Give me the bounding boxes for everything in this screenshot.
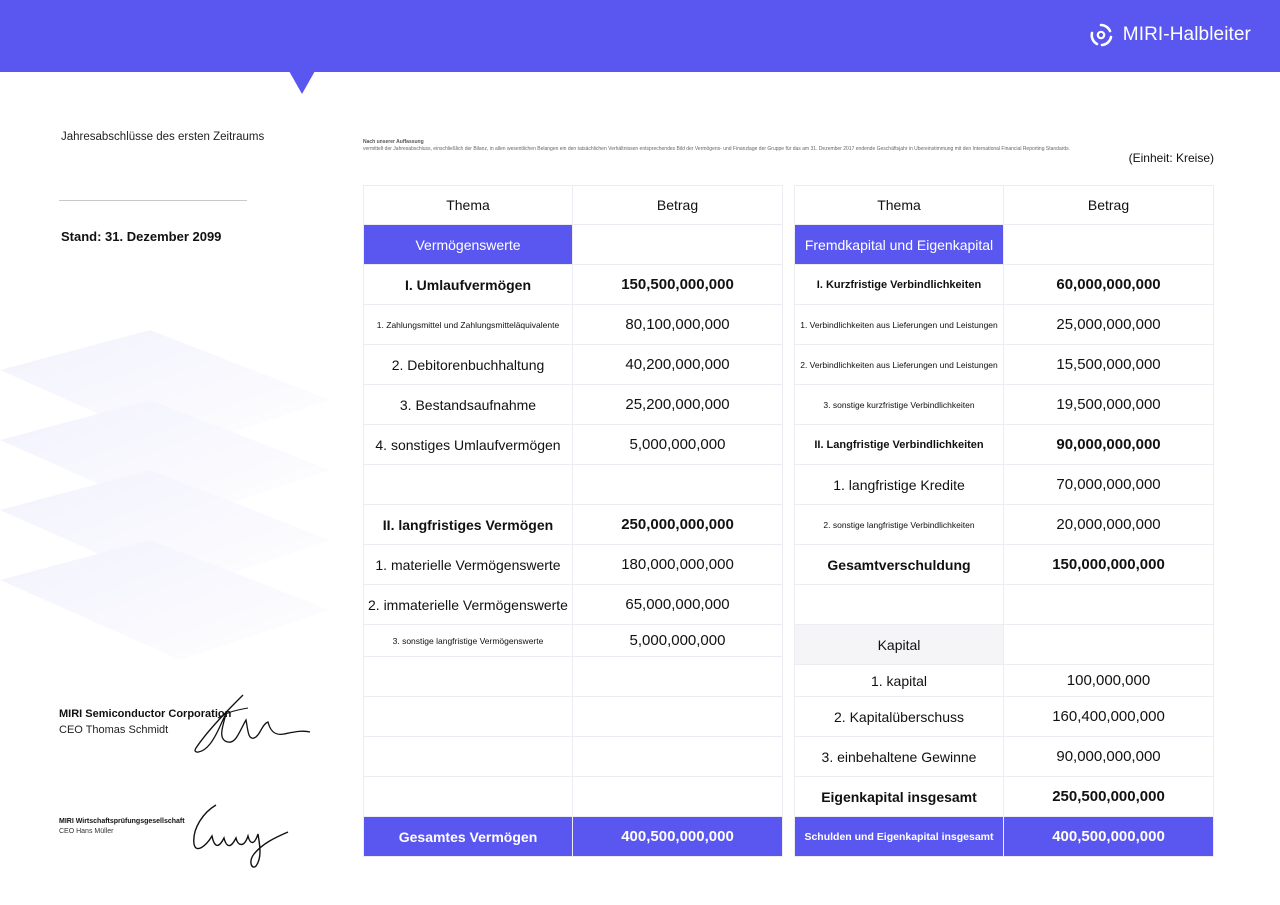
empty-cell: [1004, 625, 1214, 665]
table-row: [363, 505, 784, 545]
table-row: [363, 225, 784, 265]
subtotal-label: I. Kurzfristige Verbindlichkeiten: [794, 265, 1004, 305]
item-amount: 80,100,000,000: [573, 305, 783, 345]
item-label: 1. Zahlungsmittel und Zahlungsmitteläquivalente: [363, 305, 573, 345]
signature2-image: [188, 800, 296, 870]
table-row: [794, 585, 1215, 625]
item-label: 3. Bestandsaufnahme: [363, 385, 573, 425]
empty-cell: [573, 777, 783, 817]
table-row: [794, 305, 1215, 345]
table-row: [794, 777, 1215, 817]
signature1-company: MIRI Semiconductor Corporation: [59, 708, 232, 720]
assets-table: [363, 185, 784, 857]
subtotal-label: II. langfristiges Vermögen: [363, 505, 573, 545]
section-label-equity: Kapital: [794, 625, 1004, 665]
subtotal-amount: 250,000,000,000: [573, 505, 783, 545]
table-row: [794, 265, 1215, 305]
table-row: [363, 625, 784, 657]
table-header-row: [794, 185, 1215, 225]
empty-cell: [573, 737, 783, 777]
signature1-image: [188, 690, 313, 760]
background-decoration: [0, 330, 330, 660]
section-label-assets: Vermögenswerte: [363, 225, 573, 265]
item-amount: 180,000,000,000: [573, 545, 783, 585]
signature2-company: MIRI Wirtschaftsprüfungsgesellschaft: [59, 818, 185, 825]
item-label: 2. sonstige langfristige Verbindlichkeiten: [794, 505, 1004, 545]
empty-cell: [794, 585, 1004, 625]
total-row: [363, 817, 784, 857]
total-amount: 400,500,000,000: [573, 817, 783, 857]
table-row: [363, 345, 784, 385]
unit-label: (Einheit: Kreise): [1128, 151, 1214, 165]
item-label: 3. sonstige langfristige Vermögenswerte: [363, 625, 573, 657]
item-label: 2. Kapitalüberschuss: [794, 697, 1004, 737]
table-row: [794, 625, 1215, 665]
table-row: [794, 545, 1215, 585]
table-row: [363, 737, 784, 777]
item-amount: 70,000,000,000: [1004, 465, 1214, 505]
column-header-amount: Betrag: [1004, 185, 1214, 225]
table-row: [794, 225, 1215, 265]
item-amount: 5,000,000,000: [573, 625, 783, 657]
report-date: Stand: 31. Dezember 2099: [61, 229, 222, 244]
item-label: 2. Verbindlichkeiten aus Lieferungen und Leistungen: [794, 345, 1004, 385]
item-amount: 15,500,000,000: [1004, 345, 1214, 385]
column-header-topic: Thema: [794, 185, 1004, 225]
table-row: [794, 697, 1215, 737]
empty-cell: [573, 657, 783, 697]
item-label: 1. materielle Vermögenswerte: [363, 545, 573, 585]
signature1-person: CEO Thomas Schmidt: [59, 724, 169, 736]
table-row: [363, 777, 784, 817]
total-row: [794, 817, 1215, 857]
item-label: 3. einbehaltene Gewinne: [794, 737, 1004, 777]
table-row: [794, 465, 1215, 505]
empty-cell: [363, 657, 573, 697]
table-row: [363, 585, 784, 625]
table-row: [794, 345, 1215, 385]
empty-cell: [363, 697, 573, 737]
subtotal-amount: 60,000,000,000: [1004, 265, 1214, 305]
table-row: [363, 697, 784, 737]
table-row: [363, 425, 784, 465]
brand-logo-icon: [1088, 22, 1114, 48]
empty-cell: [1004, 225, 1214, 265]
empty-cell: [573, 225, 783, 265]
item-amount: 90,000,000,000: [1004, 737, 1214, 777]
item-amount: 40,200,000,000: [573, 345, 783, 385]
total-label: Schulden und Eigenkapital insgesamt: [794, 817, 1004, 857]
column-header-topic: Thema: [363, 185, 573, 225]
brand: [1088, 20, 1251, 50]
table-row: [363, 465, 784, 505]
item-label: 2. immaterielle Vermögenswerte: [363, 585, 573, 625]
table-row: [363, 385, 784, 425]
table-row: [794, 385, 1215, 425]
item-amount: 20,000,000,000: [1004, 505, 1214, 545]
signature2-person: CEO Hans Müller: [59, 828, 114, 835]
table-row: [794, 665, 1215, 697]
item-label: 3. sonstige kurzfristige Verbindlichkeiten: [794, 385, 1004, 425]
item-label: 4. sonstiges Umlaufvermögen: [363, 425, 573, 465]
table-row: [363, 657, 784, 697]
item-amount: 19,500,000,000: [1004, 385, 1214, 425]
subtotal-label: Gesamtverschuldung: [794, 545, 1004, 585]
item-amount: 5,000,000,000: [573, 425, 783, 465]
empty-cell: [363, 777, 573, 817]
empty-cell: [363, 465, 573, 505]
empty-cell: [573, 697, 783, 737]
brand-name: MIRI-Halbleiter: [1122, 24, 1251, 45]
header-notch: [289, 71, 315, 94]
empty-cell: [573, 465, 783, 505]
item-amount: 25,000,000,000: [1004, 305, 1214, 345]
column-header-amount: Betrag: [573, 185, 783, 225]
subtotal-amount: 250,500,000,000: [1004, 777, 1214, 817]
divider: [59, 200, 247, 201]
table-row: [363, 265, 784, 305]
subtotal-label: II. Langfristige Verbindlichkeiten: [794, 425, 1004, 465]
item-label: 2. Debitorenbuchhaltung: [363, 345, 573, 385]
total-amount: 400,500,000,000: [1004, 817, 1214, 857]
table-row: [794, 737, 1215, 777]
liabilities-table: [794, 185, 1215, 857]
subtotal-amount: 150,500,000,000: [573, 265, 783, 305]
audit-note-body: vermittelt der Jahresabschluss, einschließlich der Bilanz, in allen wesentlichen Belangen ein den tatsächlichen Verhältnissen entsprechendes Bild der Vermögens- und Finanzlage der Gruppe für das am 31. Dezember 2017 endende Geschäftsjahr in Übereinstimmung mit den International Financial Reporting Standards.: [363, 146, 1071, 152]
table-row: [794, 505, 1215, 545]
item-label: 1. kapital: [794, 665, 1004, 697]
header-bar: [0, 0, 1280, 72]
item-amount: 65,000,000,000: [573, 585, 783, 625]
subtotal-label: Eigenkapital insgesamt: [794, 777, 1004, 817]
item-amount: 25,200,000,000: [573, 385, 783, 425]
section-label-liabilities: Fremdkapital und Eigenkapital: [794, 225, 1004, 265]
table-row: [363, 305, 784, 345]
report-title: Jahresabschlüsse des ersten Zeitraums: [61, 131, 265, 143]
item-amount: 100,000,000: [1004, 665, 1214, 697]
table-header-row: [363, 185, 784, 225]
item-label: 1. Verbindlichkeiten aus Lieferungen und Leistungen: [794, 305, 1004, 345]
empty-cell: [363, 737, 573, 777]
subtotal-label: I. Umlaufvermögen: [363, 265, 573, 305]
item-amount: 160,400,000,000: [1004, 697, 1214, 737]
subtotal-amount: 150,000,000,000: [1004, 545, 1214, 585]
audit-note-heading: Nach unserer Auffassung: [363, 139, 424, 145]
total-label: Gesamtes Vermögen: [363, 817, 573, 857]
table-row: [363, 545, 784, 585]
table-row: [794, 425, 1215, 465]
item-label: 1. langfristige Kredite: [794, 465, 1004, 505]
subtotal-amount: 90,000,000,000: [1004, 425, 1214, 465]
empty-cell: [1004, 585, 1214, 625]
